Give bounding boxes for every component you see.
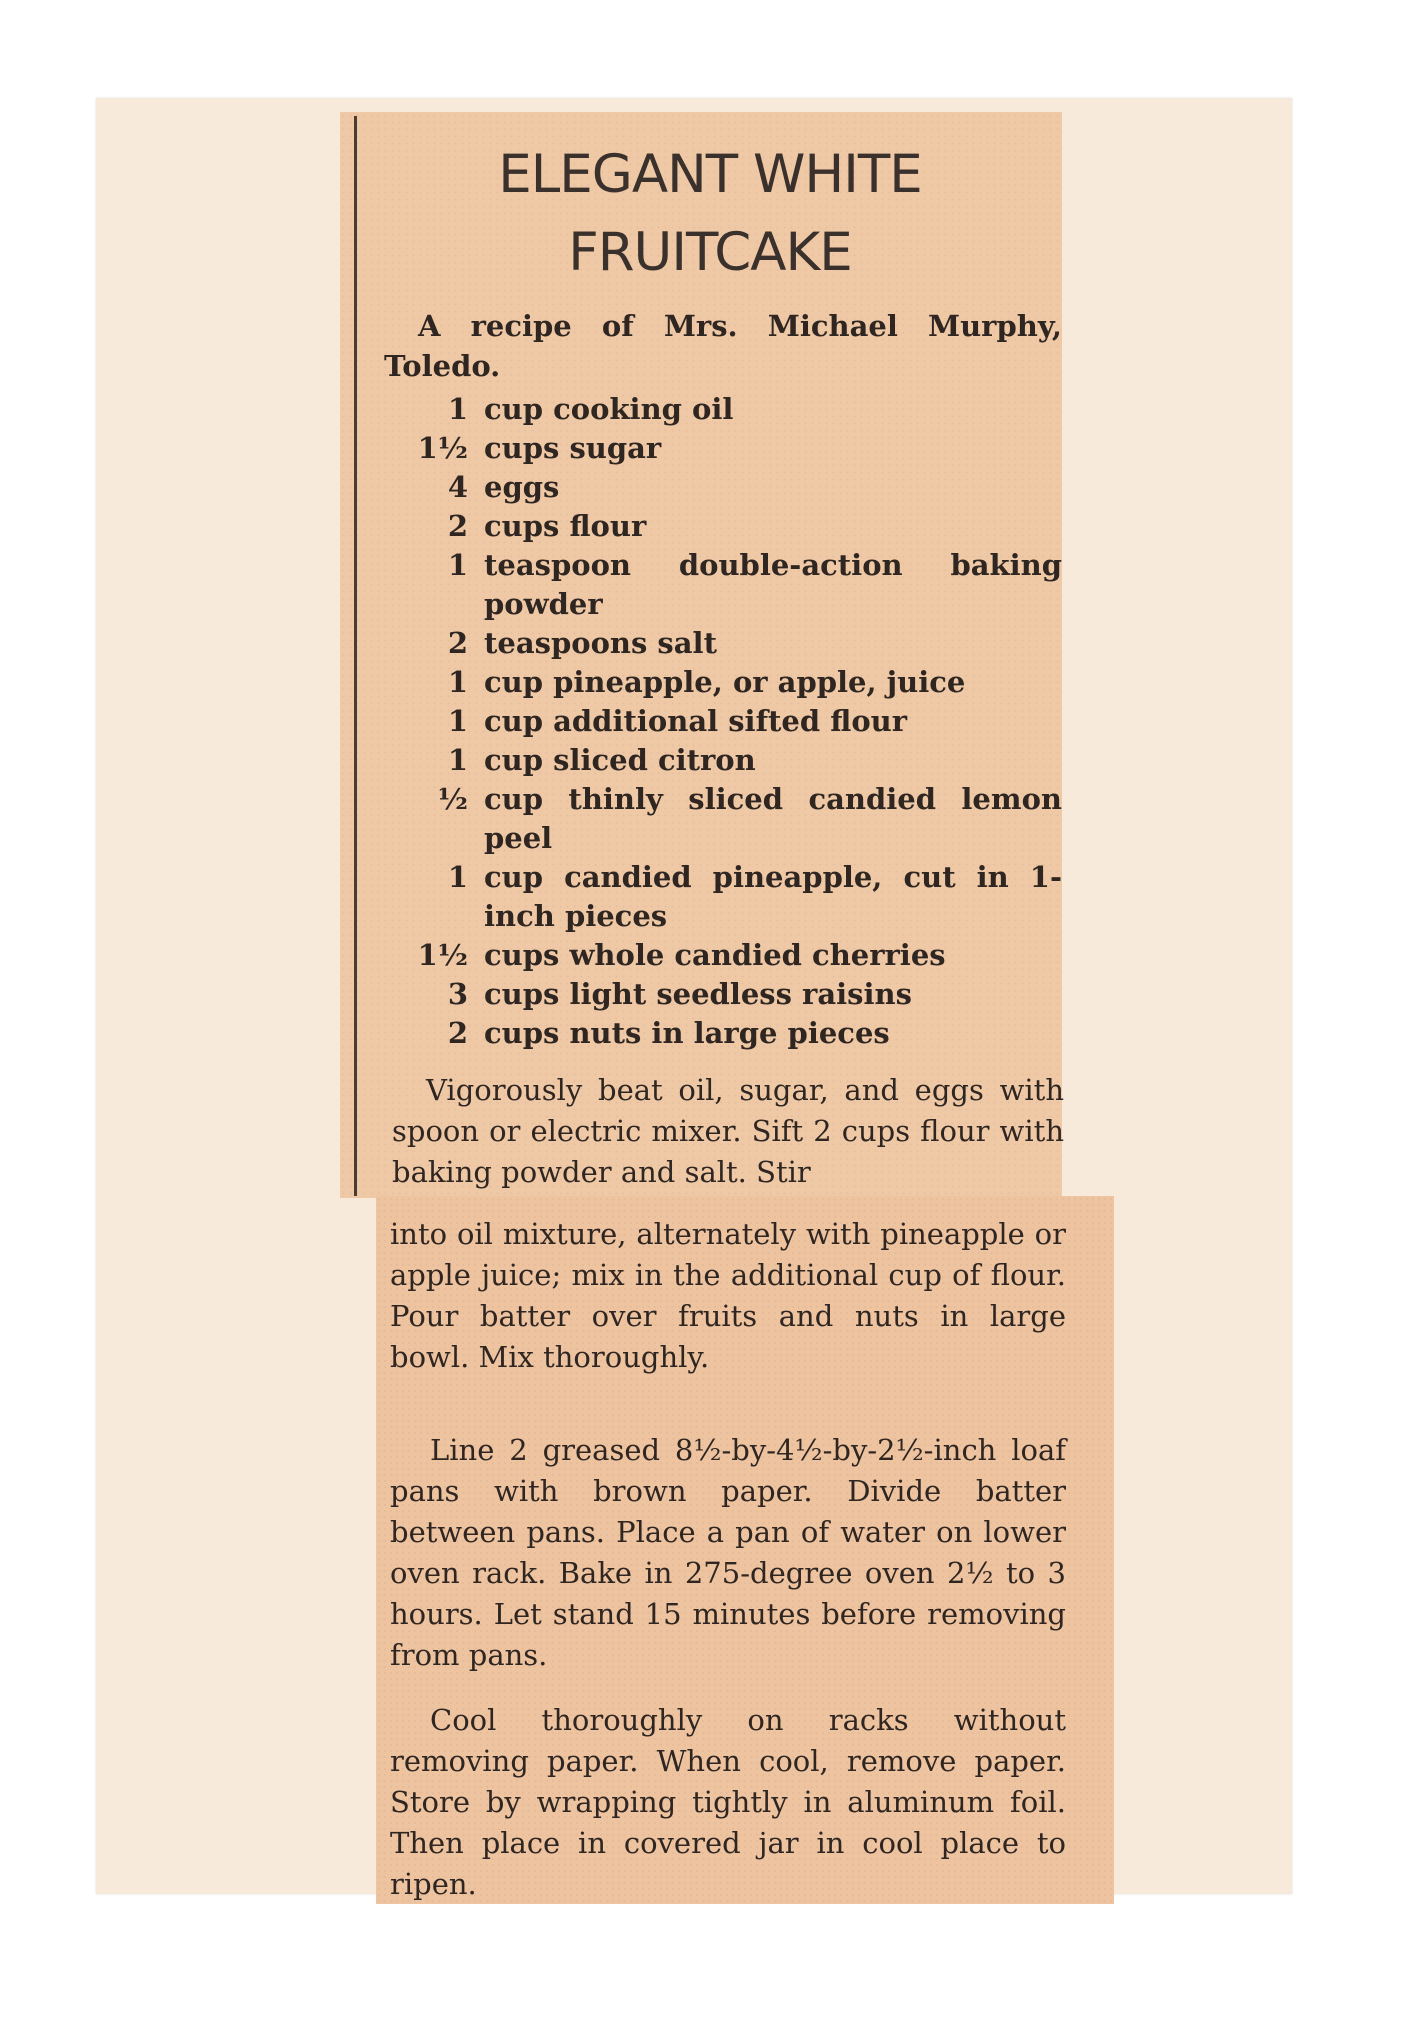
ingredient-quantity: 1	[447, 743, 468, 777]
directions-paragraph-1: Vigorously beat oil, sugar, and eggs with spoon or electric mixer. Sift 2 cups flour with baking powder and salt. Stir	[392, 1073, 1064, 1189]
column-rule	[354, 116, 357, 1196]
ingredient-item	[384, 429, 1062, 468]
ingredient-item	[384, 663, 1062, 702]
directions-paragraph-3: Line 2 greased 8½-by-4½-by-2½-inch loaf pans with brown paper. Divide batter between pans. Place a pan of water on lower oven rack. Bake in 275-degree oven 2½ to 3 hours. Let stand 15 minutes before removing from pans.	[390, 1433, 1066, 1672]
ingredient-quantity: 2	[447, 626, 468, 660]
ingredient-item	[384, 741, 1062, 780]
ingredient-quantity: 1	[447, 665, 468, 699]
ingredient-quantity: 1½	[417, 431, 468, 465]
ingredient-item	[384, 507, 1062, 546]
ingredient-list	[384, 390, 1062, 1053]
ingredient-text: cups whole candied cherries	[484, 938, 946, 972]
title-line-1: ELEGANT WHITE	[498, 144, 922, 205]
ingredient-text: cup candied pineapple, cut in 1-inch pieces	[484, 860, 1062, 933]
recipe-title	[360, 136, 1060, 292]
ingredient-text: cups sugar	[484, 431, 662, 465]
ingredient-text: teaspoons salt	[484, 626, 717, 660]
ingredient-quantity: 1	[447, 704, 468, 738]
ingredient-text: cup thinly sliced candied lemon peel	[484, 782, 1062, 855]
ingredient-quantity: 2	[447, 1016, 468, 1050]
ingredient-item	[384, 936, 1062, 975]
ingredient-text: cup additional sifted flour	[484, 704, 908, 738]
ingredient-quantity: 1	[447, 392, 468, 426]
ingredient-quantity: ½	[437, 782, 468, 816]
ingredient-quantity: 1	[447, 548, 468, 582]
ingredient-item	[384, 1014, 1062, 1053]
ingredient-text: teaspoon double-action baking powder	[484, 548, 1062, 621]
ingredient-item	[384, 702, 1062, 741]
ingredient-item	[384, 624, 1062, 663]
ingredient-quantity: 3	[447, 977, 468, 1011]
ingredient-item	[384, 468, 1062, 507]
ingredient-text: cup cooking oil	[484, 392, 734, 426]
ingredient-text: cups flour	[484, 509, 647, 543]
ingredient-quantity: 4	[447, 470, 468, 504]
directions-paragraph-4: Cool thoroughly on racks without removing paper. When cool, remove paper. Store by wrapping tightly in aluminum foil. Then place in covered jar in cool place to ripen.	[390, 1703, 1066, 1901]
title-line-2: FRUITCAKE	[568, 222, 852, 283]
ingredient-quantity: 2	[447, 509, 468, 543]
ingredient-item	[384, 780, 1062, 858]
ingredient-text: eggs	[484, 470, 560, 504]
ingredient-item	[384, 858, 1062, 936]
ingredient-text: cup sliced citron	[484, 743, 756, 777]
ingredient-item	[384, 546, 1062, 624]
ingredient-text: cups nuts in large pieces	[484, 1016, 890, 1050]
ingredient-text: cup pineapple, or apple, juice	[484, 665, 966, 699]
ingredient-quantity: 1	[447, 860, 468, 894]
directions-paragraph-2: into oil mixture, alternately with pineapple or apple juice; mix in the additional cup of flour. Pour batter over fruits and nuts in large bowl. Mix thoroughly.	[390, 1217, 1066, 1374]
ingredient-item	[384, 390, 1062, 429]
ingredient-quantity: 1½	[417, 938, 468, 972]
ingredient-item	[384, 975, 1062, 1014]
ingredient-text: cups light seedless raisins	[484, 977, 912, 1011]
recipe-intro: A recipe of Mrs. Michael Murphy, Toledo.	[384, 309, 1062, 383]
